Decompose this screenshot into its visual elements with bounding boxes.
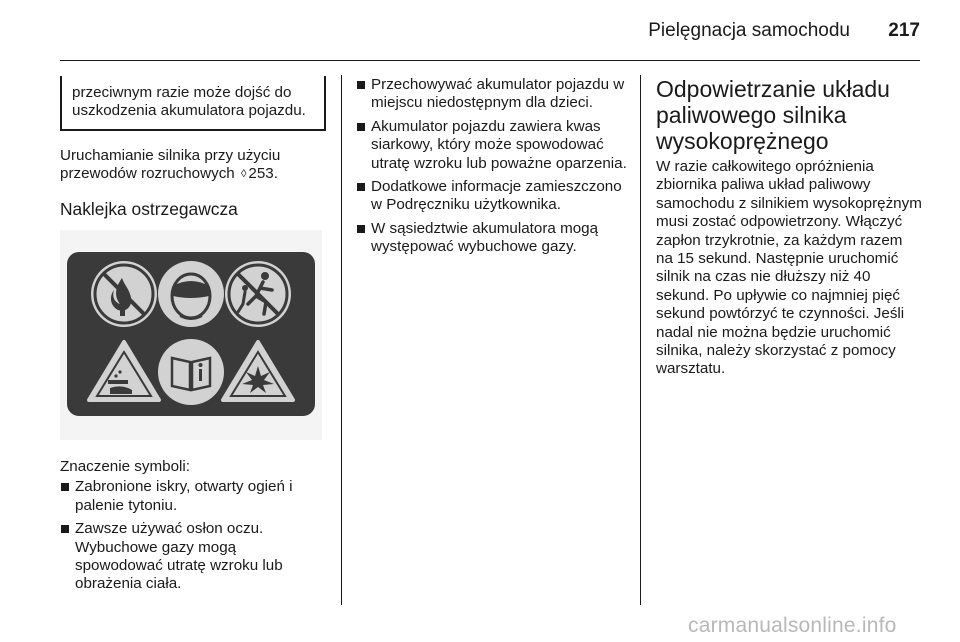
warning-box [60,76,326,131]
warning-text: przeciwnym razie może dojść do uszkodzenia akumulatora pojazdu. [72,84,306,120]
list-item [356,118,628,173]
list-item [356,178,628,215]
bullet-square-icon [61,483,69,491]
bullet-square-icon [357,183,365,191]
eye-protection-icon [158,261,224,327]
jump-start-paragraph [60,147,326,184]
symbols-intro: Znaczenie symboli: [60,458,190,476]
column-divider [640,75,641,605]
section-body: W razie całkowitego opróżnienia zbiornika paliwa układ paliwowy samochodu z silnikiem wysokoprężnym musi zostać odpowietrzony. Włączyć zapłon trzykrotnie, za każdym razem na 15 sekund. Następnie uruchomić silnik na czas nie dłuższy niż 40 sekund. Po upływie co najmniej pięć sekund powtórzyć te czynności. Jeśli nadal nie można będzie uruchomić silnika, należy skorzystać z pomocy warsztatu. [656,158,922,378]
list-item-text: Akumulator pojazdu zawiera kwas siarkowy, który może spowodować utratę wzroku lub poważne oparzenia. [371,117,627,172]
battery-safety-list [356,76,628,257]
list-item [356,76,628,113]
cross-reference-arrow-icon: ◊ [240,168,247,181]
list-item-text: Zabronione iskry, otwarty ogień i palenie tytoniu. [75,478,293,514]
symbols-list [60,478,326,593]
no-fire-icon [91,261,157,327]
page-number: 217 [888,20,920,41]
bullet-square-icon [357,123,365,131]
column-3 [656,76,922,395]
watermark: carmanualsonline.info [688,614,897,637]
bullet-square-icon [357,81,365,89]
bullet-square-icon [357,225,365,233]
warning-label-image [60,230,322,440]
section-heading: Odpowietrzanie układu paliwowego silnika wysokoprężnego [656,76,890,154]
subheading-warning-label: Naklejka ostrzegawcza [60,198,238,219]
column-divider [341,75,342,605]
jump-start-text: Uruchamianie silnika przy użyciu przewodów rozruchowych [60,146,281,183]
list-item [60,478,326,515]
running-title: Pielęgnacja samochodu [648,20,850,41]
warning-label-svg [60,230,322,440]
list-item-text: Przechowywać akumulator pojazdu w miejscu niedostępnym dla dzieci. [371,76,625,112]
list-item [60,520,326,594]
column-2 [356,76,628,262]
list-item [356,220,628,257]
page-reference-link[interactable]: 253. [248,165,278,183]
bullet-square-icon [61,525,69,533]
list-item-text: Dodatkowe informacje zamieszczono w Podręczniku użytkownika. [371,178,622,214]
header-rule [60,60,920,61]
column-1 [60,76,326,599]
read-manual-icon [158,339,224,405]
list-item-text: W sąsiedztwie akumulatora mogą występować wybuchowe gazy. [371,219,599,256]
list-item-text: Zawsze używać osłon oczu. Wybuchowe gazy mogą spowodować utratę wzroku lub obrażenia ciała. [75,520,283,593]
keep-away-children-icon [225,261,291,327]
